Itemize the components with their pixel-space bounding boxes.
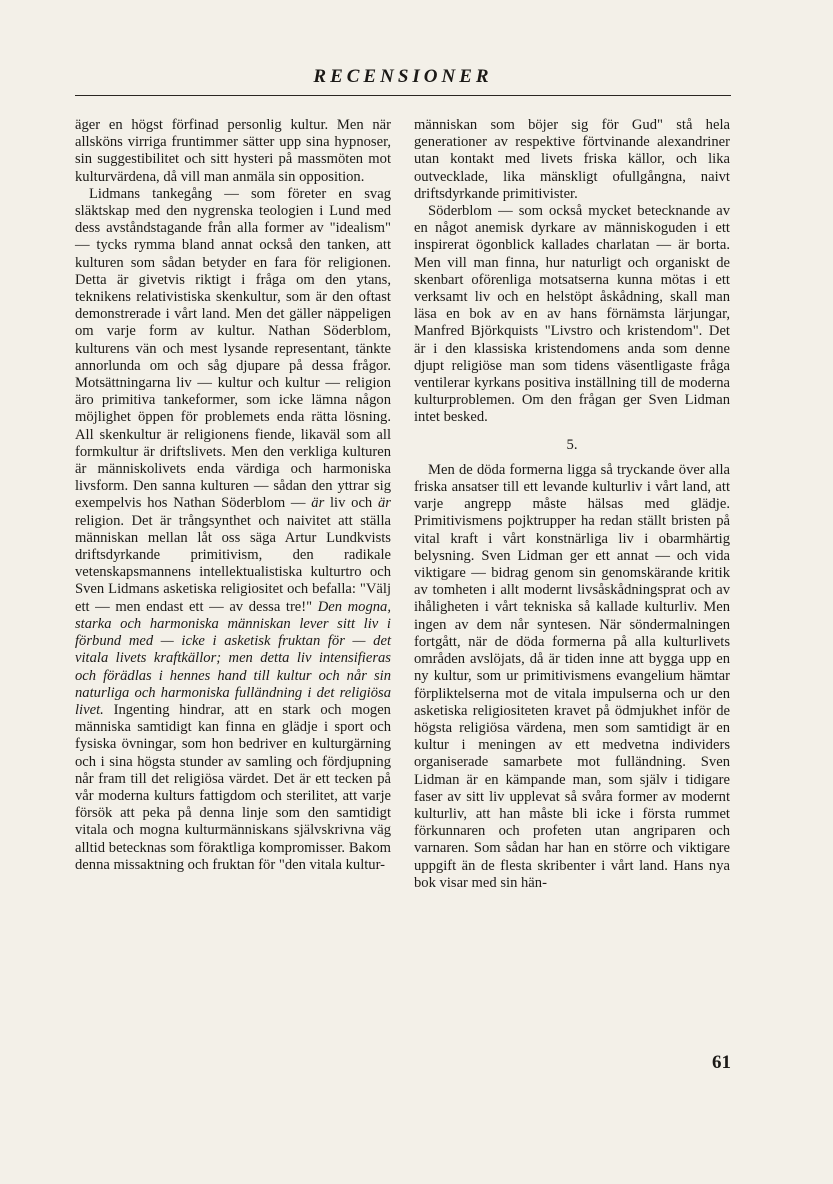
emphasis-text: Den mogna, starka och harmoniska människan lever sitt liv i förbund med — icke i asketisk fruktan för — det vitala livets kraftkällor; men detta liv intensifieras och förädlas i hennes hand till kultur och når sin naturliga och harmoniska fulländning i det religiösa livet. xyxy=(75,598,391,718)
paragraph-text: människan som böjer sig för Gud" stå hela generationer av respektive förtvinande alexandriner utan kontakt med livets friska källor, och lika outvecklade, lika mänskligt ofullgångna, naivt driftsdyrkande primitivister. xyxy=(414,117,730,202)
paragraph xyxy=(414,117,730,203)
paragraph xyxy=(75,186,391,874)
paragraph-text: Ingenting hindrar, att en stark och mogen människa samtidigt kan finna en glädje i sport och fysiska övningar, som hon bedriver en kulturgärning och i sina högsta stunder av samling och fördjupning når fram till det religiösa värdet. Det är ett tecken på vår moderna kulturs fattigdom och sterilitet, att varje försök att peka på denna linje som den samtidigt vitala och mogna kulturmänniskans självskrivna väg alltid betecknas som föraktliga kompromisser. Bakom denna missaktning och fruktan för "den vitala kultur- xyxy=(75,701,391,873)
paragraph-text: Söderblom — som också mycket betecknande av en något anemisk dyrkare av människoguden i ett inspirerat ögonblick kallades charlatan — är borta. Men vill man finna, hur naturligt och organiskt de skenbart oförenliga motsatserna kunna mötas i ett verksamt liv och en helstöpt åskådning, skall man läsa en bok av en av hans förnämsta lärjungar, Manfred Björkquists "Livstro och kristendom". Det är i den klassiska kristendomens anda som denne djupt religiöse man som tidens väsentligaste fråga ventilerar kyrkans positiva inställning till de moderna kulturproblemen. Om den frågan ger Sven Lidman intet besked. xyxy=(414,203,730,426)
paragraph-text: liv och xyxy=(330,495,373,512)
header-rule xyxy=(75,95,731,96)
right-column xyxy=(414,117,730,892)
paragraph xyxy=(75,117,391,186)
emphasis-text: är xyxy=(311,495,325,512)
emphasis-text: är xyxy=(377,495,391,512)
running-header: RECENSIONER xyxy=(313,66,493,87)
paragraph xyxy=(414,462,730,892)
paragraph-text: äger en högst förfinad personlig kultur. Men när allsköns virriga fruntimmer sätter upp sina hypnoser, sin suggestibilitet och sitt hysteri på massmöten mot kulturvärdena, då vill man anmäla sin opposition. xyxy=(75,117,391,185)
paragraph-text: Lidmans tankegång — som företer en svag släktskap med den nygrenska teologien i Lund med dess avståndstagande från alla former av "idealism" — tycks rymma bland annat också den tanken, att kulturen som sådan betyder en fara för religionen. Detta är givetvis riktigt i fråga om den ytans, teknikens relativistiska skenkultur, som är den oftast demonstrerade i vårt land. Men det gäller näppeligen om varje form av kultur. Nathan Söderblom, kulturens vän och mest lysande representant, tänkte annorlunda om och såg djupare på dessa frågor. Motsättningarna liv — kultur och kultur — religion äro primitiva tankeformer, som icke lämna någon möjlighet öppen för problemets enda rätta lösning. All skenkultur är religionens fiende, likaväl som all formkultur är driftslivets. Men den verkliga kulturen är människolivets enda värdiga och harmoniska livsform. Den sanna kulturen — sådan den yttrar sig exempelvis hos Nathan Söderblom — xyxy=(75,185,391,512)
page-number: 61 xyxy=(712,1052,731,1073)
paragraph xyxy=(414,203,730,427)
left-column xyxy=(75,117,391,874)
paragraph-text: Men de döda formerna ligga så tryckande över alla friska ansatser till ett levande kulturliv i vårt land, att varje angrepp måste hälsas med glädje. Primitivismens pojktrupper ha redan ställt bristen på vital kraft i vårt konstnärliga liv i obarmhärtig belysning. Sven Lidman ger ett annat — och vida viktigare — bidrag genom sin genomskärande kritik av tomheten i allt modernt livsåskådningsprat och av ihåligheten i vårt tekniska så kallade kulturliv. Men ingen av dem når syntesen. När söndermalningen fortgått, när de döda formerna på alla kulturlivets områden avslöjats, då är tiden inne att bygga upp en ny kultur, som ur primitivismens evangelium hämtar förpliktelserna mot de vitala impulserna och ur den asketiska religiositeten kravet på ödmjukhet inför de högsta religiösa värdena, men som samtidigt är en kultur i meningen av ett medvetna individers organiserade samarbete mot fulländning. Sven Lidman är en kämpande man, som själv i tidigare faser av sitt liv upplevat så svåra former av modernt kulturliv, att han måste bli icke i första rummet förkunnaren och profeten utan angriparen och varnaren. Som sådan har han en större och viktigare uppgift än de flesta skribenter i vårt land. Hans nya bok visar med sin hän- xyxy=(414,461,730,891)
section-number: 5. xyxy=(566,436,578,453)
paragraph-text: religion. Det är trångsynthet och naivitet att ställa människan mellan låt oss säga Artur Lundkvists driftsdyrkande primitivism, den radikale vetenskapsmannens intellektualistiska kulturtro och Sven Lidmans asketiska religiositet och befalla: "Välj ett — men endast ett — av dessa tre!" xyxy=(75,512,391,615)
